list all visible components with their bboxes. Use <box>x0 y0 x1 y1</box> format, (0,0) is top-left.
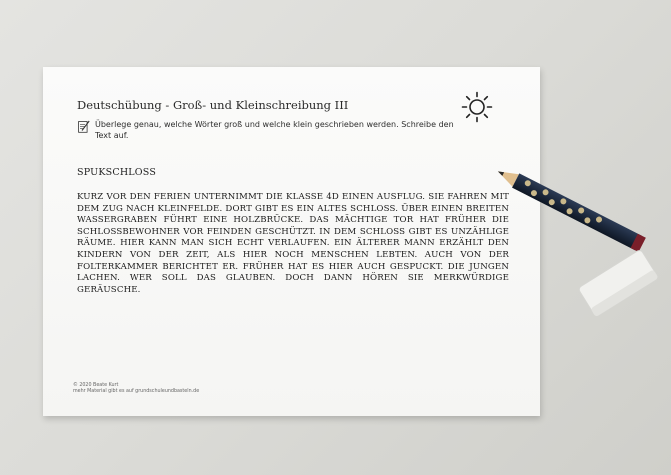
worksheet-paper <box>43 67 540 416</box>
worksheet-title: Deutschübung - Groß- und Kleinschreibung III <box>77 98 349 112</box>
footer-website: mehr Material gibt es auf grundschuleundbasteln.de <box>73 389 200 394</box>
copyright-footer <box>73 383 199 395</box>
pencil-paper-icon <box>78 120 90 133</box>
story-heading: SPUKSCHLOSS <box>77 167 157 178</box>
eraser-object <box>570 245 665 325</box>
task-instruction: Überlege genau, welche Wörter groß und welche klein geschrieben werden. Schreibe den Text auf. <box>95 120 454 140</box>
pencil-object <box>495 165 665 255</box>
footer-copyright: © 2020 Beate Kurt <box>73 383 119 388</box>
story-text: KURZ VOR DEN FERIEN UNTERNIMMT DIE KLASSE 4D EINEN AUSFLUG. SIE FAHREN MIT DEM ZUG NACH KLEINFELDE. DORT GIBT ES EIN ALTES SCHLOSS. ÜBER EINEN BREITEN WASSERGRABEN FÜHRT EINE HOLZBRÜCKE. DAS MÄCHTIGE TOR HAT FRÜHER DIE SCHLOSSBEWOHNER VOR FEINDEN GESCHÜTZT. IN DEM SCHLOSS GIBT ES UNZÄHLIGE RÄUME. HIER KANN MAN SICH ECHT VERLAUFEN. EIN ÄLTERER MANN ERZÄHLT DEN KINDERN VON DER ZEIT, ALS HIER NOCH MENSCHEN LEBTEN. AUCH VON DER FOLTERKAMMER BERICHTET ER. FRÜHER HAT ES HIER AUCH GESPUCKT. DIE JUNGEN LACHEN. WER SOLL DAS GLAUBEN. DOCH DANN HÖREN SIE MERKWÜRDIGE GERÄUSCHE. <box>77 192 509 295</box>
